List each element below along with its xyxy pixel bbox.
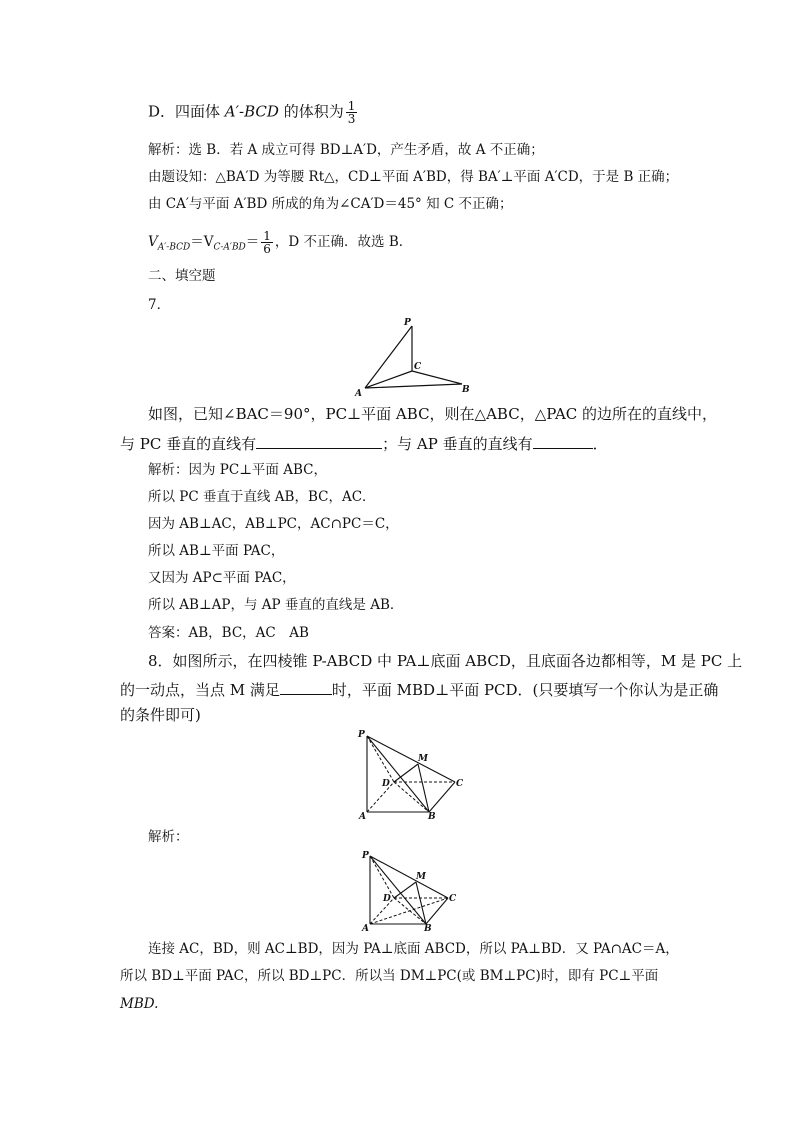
q7-blank2[interactable]	[533, 434, 593, 449]
volume-rest: ，D 不正确．故选 B．	[274, 234, 413, 250]
label-P: P	[358, 730, 365, 740]
q7-diagram	[350, 316, 480, 398]
q7-text2a: 与 PC 垂直的直线有	[120, 435, 257, 453]
volume-sub1: A′-BCD	[157, 242, 191, 253]
frac-den: 6	[263, 242, 271, 256]
option-d-var: A′-BCD	[224, 102, 279, 121]
q7-sol-line6: 所以 AB⊥AP，与 AP 垂直的直线是 AB．	[148, 597, 404, 613]
q8-sol-line1: 连接 AC，BD，则 AC⊥BD，因为 PA⊥底面 ABCD，所以 PA⊥BD．又 PA∩AC＝A，	[148, 941, 679, 957]
sol6-line3: 由 CA′与平面 A′BD 所成的角为∠CA′D＝45° 知 C 不正确；	[148, 196, 513, 212]
edge-BC	[429, 782, 455, 812]
q8-diagram	[352, 726, 470, 822]
q8-sol-line2: 所以 BD⊥平面 PAC，所以 BD⊥PC．所以当 DM⊥PC(或 BM⊥PC)时，即有 PC⊥平面	[120, 968, 659, 984]
frac-num: 1	[347, 99, 356, 113]
q7-text2	[120, 434, 608, 453]
fraction-one-sixth	[261, 230, 273, 255]
label-D: D	[383, 894, 391, 904]
frac-den: 3	[347, 112, 356, 126]
label-B: B	[424, 924, 432, 932]
option-d-mid: 的体积为	[278, 102, 344, 121]
label-C: C	[449, 894, 457, 904]
frac-num: 1	[263, 229, 271, 243]
q8-blank[interactable]	[280, 680, 332, 695]
label-D: D	[382, 779, 390, 789]
volume-sub2: C-A′BD	[213, 242, 246, 253]
label-B: B	[462, 385, 470, 395]
label-P: P	[362, 851, 369, 861]
volume-eq2: ＝	[245, 234, 260, 250]
fraction-one-third	[346, 100, 358, 125]
q8-text2	[120, 680, 718, 699]
label-C: C	[414, 362, 422, 372]
label-A: A	[355, 389, 362, 398]
sol6-line1: 解析：选 B．若 A 成立可得 BD⊥A′D，产生矛盾，故 A 不正确；	[148, 142, 544, 158]
edge-PA	[365, 326, 412, 388]
q7-sol-line1: 解析：因为 PC⊥平面 ABC，	[148, 462, 327, 478]
q7-blank1[interactable]	[256, 434, 382, 449]
q7-text2c: ．	[592, 435, 608, 453]
q7-sol-line5: 又因为 AP⊂平面 PAC，	[148, 570, 296, 586]
q7-text2b: ；与 AP 垂直的直线有	[382, 435, 533, 453]
q8-solution-diagram	[356, 848, 464, 932]
label-M: M	[416, 872, 426, 882]
q7-number: 7．	[148, 297, 171, 313]
q7-answer: 答案：AB，BC，AC AB	[148, 625, 309, 641]
edge-PC	[370, 856, 448, 898]
q8-sol-line3: MBD.	[120, 996, 159, 1012]
sol6-line4	[148, 230, 412, 257]
q8-text3: 的条件即可)	[120, 706, 201, 724]
label-A: A	[359, 812, 366, 822]
label-C: C	[456, 779, 464, 789]
label-B: B	[428, 812, 436, 822]
q7-sol-line2: 所以 PC 垂直于直线 AB，BC，AC．	[148, 489, 376, 505]
section-title: 二、填空题	[148, 268, 216, 284]
q8-text2b: 时，平面 MBD⊥平面 PCD．(只要填写一个你认为是正确	[331, 681, 719, 699]
edge-DB	[394, 782, 429, 812]
q8-text1: 8．如图所示，在四棱锥 P-ABCD 中 PA⊥底面 ABCD，且底面各边都相等，M 是 PC 上	[148, 652, 743, 670]
edge-AB	[365, 384, 462, 388]
q8-text2a: 的一动点，当点 M 满足	[120, 681, 280, 699]
edge-CB	[412, 371, 462, 384]
volume-v1: V	[148, 234, 158, 250]
option-d	[148, 100, 359, 125]
option-d-prefix: D．四面体	[148, 102, 225, 121]
q7-sol-line4: 所以 AB⊥平面 PAC，	[148, 543, 285, 559]
q8-sol-label: 解析：	[148, 829, 189, 845]
volume-eq: ＝V	[190, 234, 214, 250]
sol6-line2: 由题设知：△BA′D 为等腰 Rt△，CD⊥平面 A′BD，得 BA′⊥平面 A′CD，于是 B 正确；	[148, 169, 679, 185]
label-A: A	[362, 924, 369, 932]
q7-sol-line3: 因为 AB⊥AC，AB⊥PC，AC∩PC＝C，	[148, 516, 399, 532]
edge-PB	[367, 736, 429, 812]
label-P: P	[404, 318, 411, 328]
edge-AD	[367, 782, 394, 812]
label-M: M	[418, 754, 428, 764]
q7-text1: 如图，已知∠BAC＝90°，PC⊥平面 ABC，则在△ABC，△PAC 的边所在的直线中，	[148, 405, 718, 423]
